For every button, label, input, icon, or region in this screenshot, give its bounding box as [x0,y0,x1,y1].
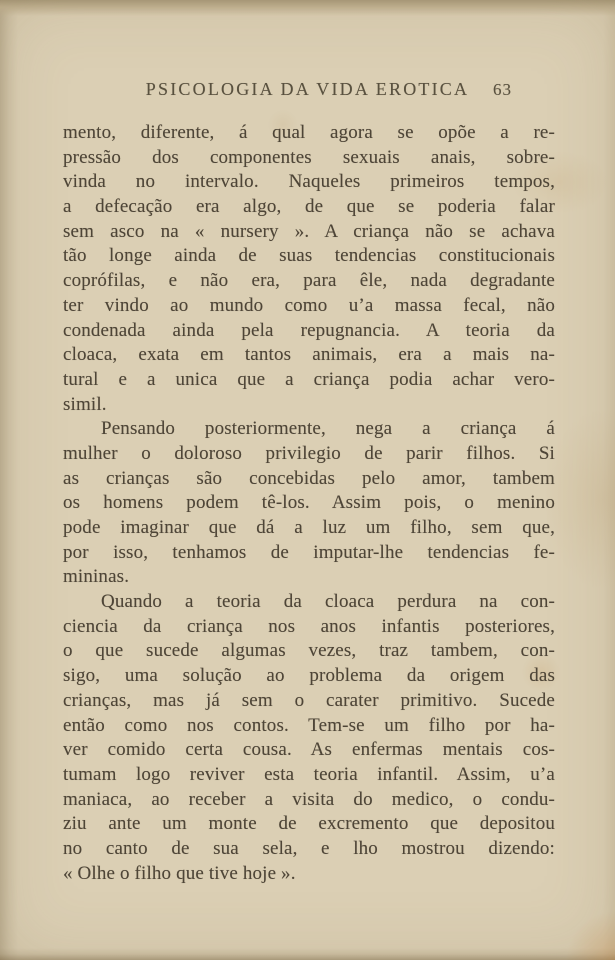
text-line: cloaca, exata em tantos animais, era a mais na- [63,344,555,366]
text-line: mininas. [63,566,130,588]
text-line: Quando a teoria da cloaca perdura na con- [101,591,555,613]
running-title: PSICOLOGIA DA VIDA EROTICA [145,79,470,99]
text-line: condenada ainda pela repugnancia. A teoria da [63,319,555,341]
text-line: Pensando posteriormente, nega a criança á [101,418,555,440]
text-block [63,121,555,886]
text-line: mulher o doloroso privilegio de parir filhos. Si [63,442,555,464]
text-line: pressão dos componentes sexuais anais, sobre- [63,146,555,168]
text-line: ver comido certa cousa. As enfermas mentais cos- [63,739,555,761]
text-line: « Olhe o filho que tive hoje ». [63,862,296,884]
text-line: pode imaginar que dá a luz um filho, sem que, [63,517,555,538]
text-line: vinda no intervalo. Naqueles primeiros tempos, [63,171,555,193]
page-number: 63 [493,80,512,99]
page-header [0,79,615,101]
text-line: ter vindo ao mundo como u’a massa fecal, não [63,294,555,316]
text-line: ciencia da criança nos anos infantis posteriores, [63,615,555,637]
text-line: então como nos contos. Tem-se um filho por ha- [63,714,555,736]
text-line: tumam logo reviver esta teoria infantil. Assim, u’a [63,763,555,785]
text-line: tão longe ainda de suas tendencias constitucionais [63,245,555,267]
text-line: o que sucede algumas vezes, traz tambem, con- [63,640,555,662]
text-line: no canto de sua sela, e lho mostrou dizendo: [63,837,555,859]
text-line: mento, diferente, á qual agora se opõe a re- [63,122,555,143]
text-line: sem asco na « nursery ». A criança não se achava [63,220,555,242]
text-line: os homens podem tê-los. Assim pois, o menino [63,492,555,514]
text-line: crianças, mas já sem o carater primitivo. Sucede [63,689,555,711]
text-line: simil. [63,393,107,415]
text-line: tural e a unica que a criança podia achar vero- [63,368,555,390]
text-line: maniaca, ao receber a visita do medico, o condu- [63,788,555,810]
text-line: a defecação era algo, de que se poderia falar [63,196,555,218]
text-line: as crianças são concebidas pelo amor, tambem [63,467,555,489]
text-line: ziu ante um monte de excremento que depositou [63,813,555,835]
text-line: por isso, tenhamos de imputar-lhe tendencias fe- [63,541,555,563]
text-line: coprófilas, e não era, para êle, nada degradante [63,270,555,292]
text-line: sigo, uma solução ao problema da origem das [63,665,555,687]
